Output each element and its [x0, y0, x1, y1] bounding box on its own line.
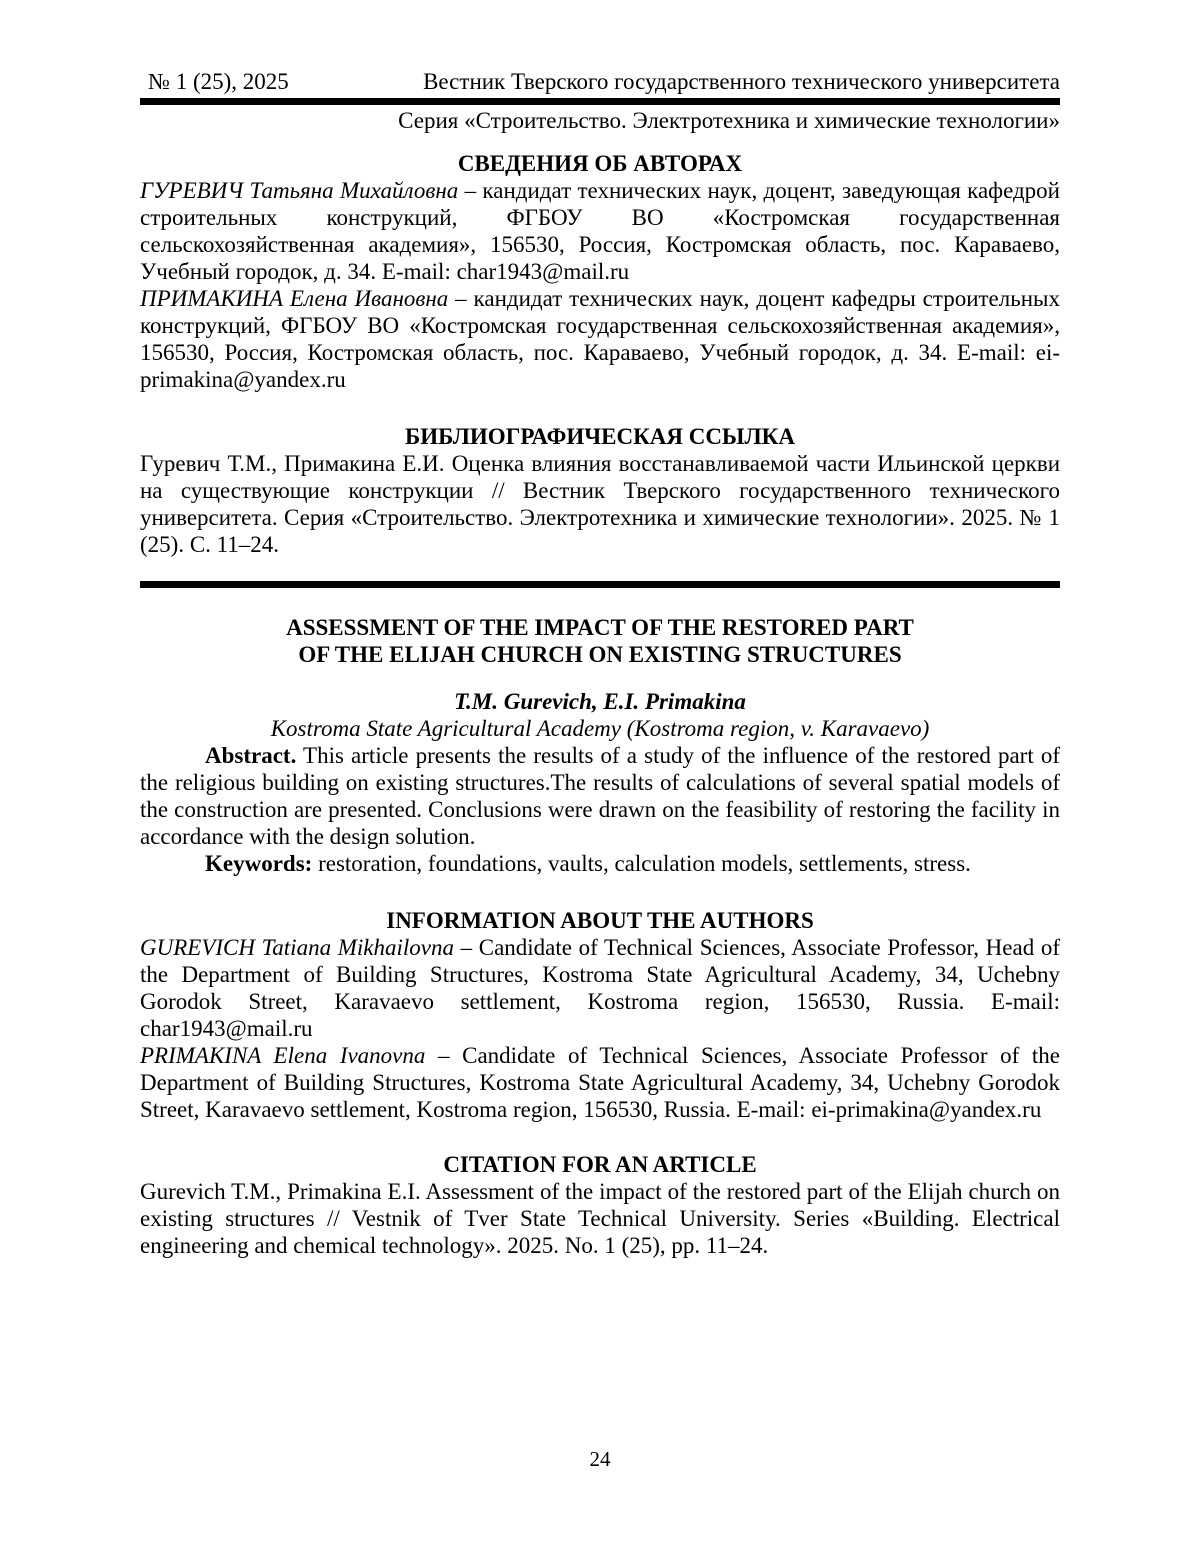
- section-divider-rule: [140, 581, 1060, 588]
- article-title-line-1: ASSESSMENT OF THE IMPACT OF THE RESTORED PART: [286, 615, 914, 640]
- author-en-primakina-paragraph: [140, 1042, 1060, 1123]
- article-title-line-2: OF THE ELIJAH CHURCH ON EXISTING STRUCTURES: [298, 642, 902, 667]
- citation-en-paragraph: Gurevich T.M., Primakina E.I. Assessment of the impact of the restored part of the Elijah church on existing structures // Vestnik of Tver State Technical University. Series «Building. Electrical engineering and chemical technology». 2025. No. 1 (25), pp. 11–24.: [140, 1179, 1060, 1258]
- abstract-label: Abstract.: [205, 743, 297, 768]
- journal-series: Серия «Строительство. Электротехника и химические технологии»: [398, 108, 1060, 133]
- page-header: [140, 68, 1060, 134]
- author-en-gurevich-paragraph: [140, 934, 1060, 1042]
- header-line-1: [140, 68, 1060, 95]
- author-ru-gurevich-paragraph: [140, 177, 1060, 285]
- heading-biblio-ru: БИБЛИОГРАФИЧЕСКАЯ ССЫЛКА: [405, 424, 795, 449]
- abstract-paragraph: [140, 742, 1060, 850]
- article-title-en: [140, 614, 1060, 668]
- heading-authors-ru: СВЕДЕНИЯ ОБ АВТОРАХ: [457, 151, 743, 176]
- author-ru-primakina-details: – кандидат технических наук, доцент кафедры строительных конструкций, ФГБОУ ВО «Костромская государственная сельскохозяйственная академия», 156530, Россия, Костромская область, пос. Караваево, Учебный городок, д. 34. E-mail: ei-primakina@yandex.ru: [140, 286, 1060, 392]
- author-ru-gurevich-details: – кандидат технических наук, доцент, заведующая кафедрой строительных конструкций, ФГБОУ ВО «Костромская государственная сельскохозяйственная академия», 156530, Россия, Костромская область, пос. Караваево, Учебный городок, д. 34. E-mail: char1943@mail.ru: [140, 178, 1060, 284]
- article-affiliation-en: Kostroma State Agricultural Academy (Kostroma region, v. Karavaevo): [270, 716, 930, 741]
- heading-authors-en: INFORMATION ABOUT THE AUTHORS: [386, 908, 814, 933]
- author-en-primakina-name: PRIMAKINA Elena Ivanovna: [140, 1043, 426, 1068]
- author-en-primakina-details: – Candidate of Technical Sciences, Associate Professor of the Department of Building Structures, Kostroma State Agricultural Academy, 34, Uchebny Gorodok Street, Karavaevo settlement, Kostroma region, 156530, Russia. E-mail: ei-primakina@yandex.ru: [140, 1043, 1060, 1122]
- keywords-label: Keywords:: [205, 851, 313, 876]
- author-ru-primakina-paragraph: [140, 285, 1060, 393]
- issue-number: № 1 (25), 2025: [148, 69, 289, 94]
- journal-title: Вестник Тверского государственного технического университета: [423, 69, 1060, 94]
- author-ru-gurevich-name: ГУРЕВИЧ Татьяна Михайловна: [140, 178, 459, 203]
- author-en-gurevich-details: – Candidate of Technical Sciences, Associate Professor, Head of the Department of Building Structures, Kostroma State Agricultural Academy, 34, Uchebny Gorodok Street, Karavaevo settlement, Kostroma region, 156530, Russia. E-mail: char1943@mail.ru: [140, 935, 1061, 1041]
- page-number: 24: [589, 1447, 611, 1471]
- article-authors-en: T.M. Gurevich, E.I. Primakina: [454, 689, 746, 714]
- keywords-text: restoration, foundations, vaults, calculation models, settlements, stress.: [312, 851, 971, 876]
- author-en-gurevich-name: GUREVICH Tatiana Mikhailovna: [140, 935, 454, 960]
- heading-citation-en: CITATION FOR AN ARTICLE: [443, 1152, 757, 1177]
- header-rule: [140, 98, 1060, 105]
- author-ru-primakina-name: ПРИМАКИНА Елена Ивановна: [140, 286, 449, 311]
- biblio-ru-paragraph: Гуревич Т.М., Примакина Е.И. Оценка влияния восстанавливаемой части Ильинской церкви на существующие конструкции // Вестник Тверского государственного технического университета. Серия «Строительство. Электротехника и химические технологии». 2025. № 1 (25). С. 11–24.: [140, 451, 1060, 557]
- keywords-paragraph: [140, 850, 1060, 877]
- abstract-text: This article presents the results of a study of the influence of the restored part of the religious building on existing structures.The results of calculations of several spatial models of the construction are presented. Conclusions were drawn on the feasibility of restoring the facility in accordance with the design solution.: [140, 743, 1060, 849]
